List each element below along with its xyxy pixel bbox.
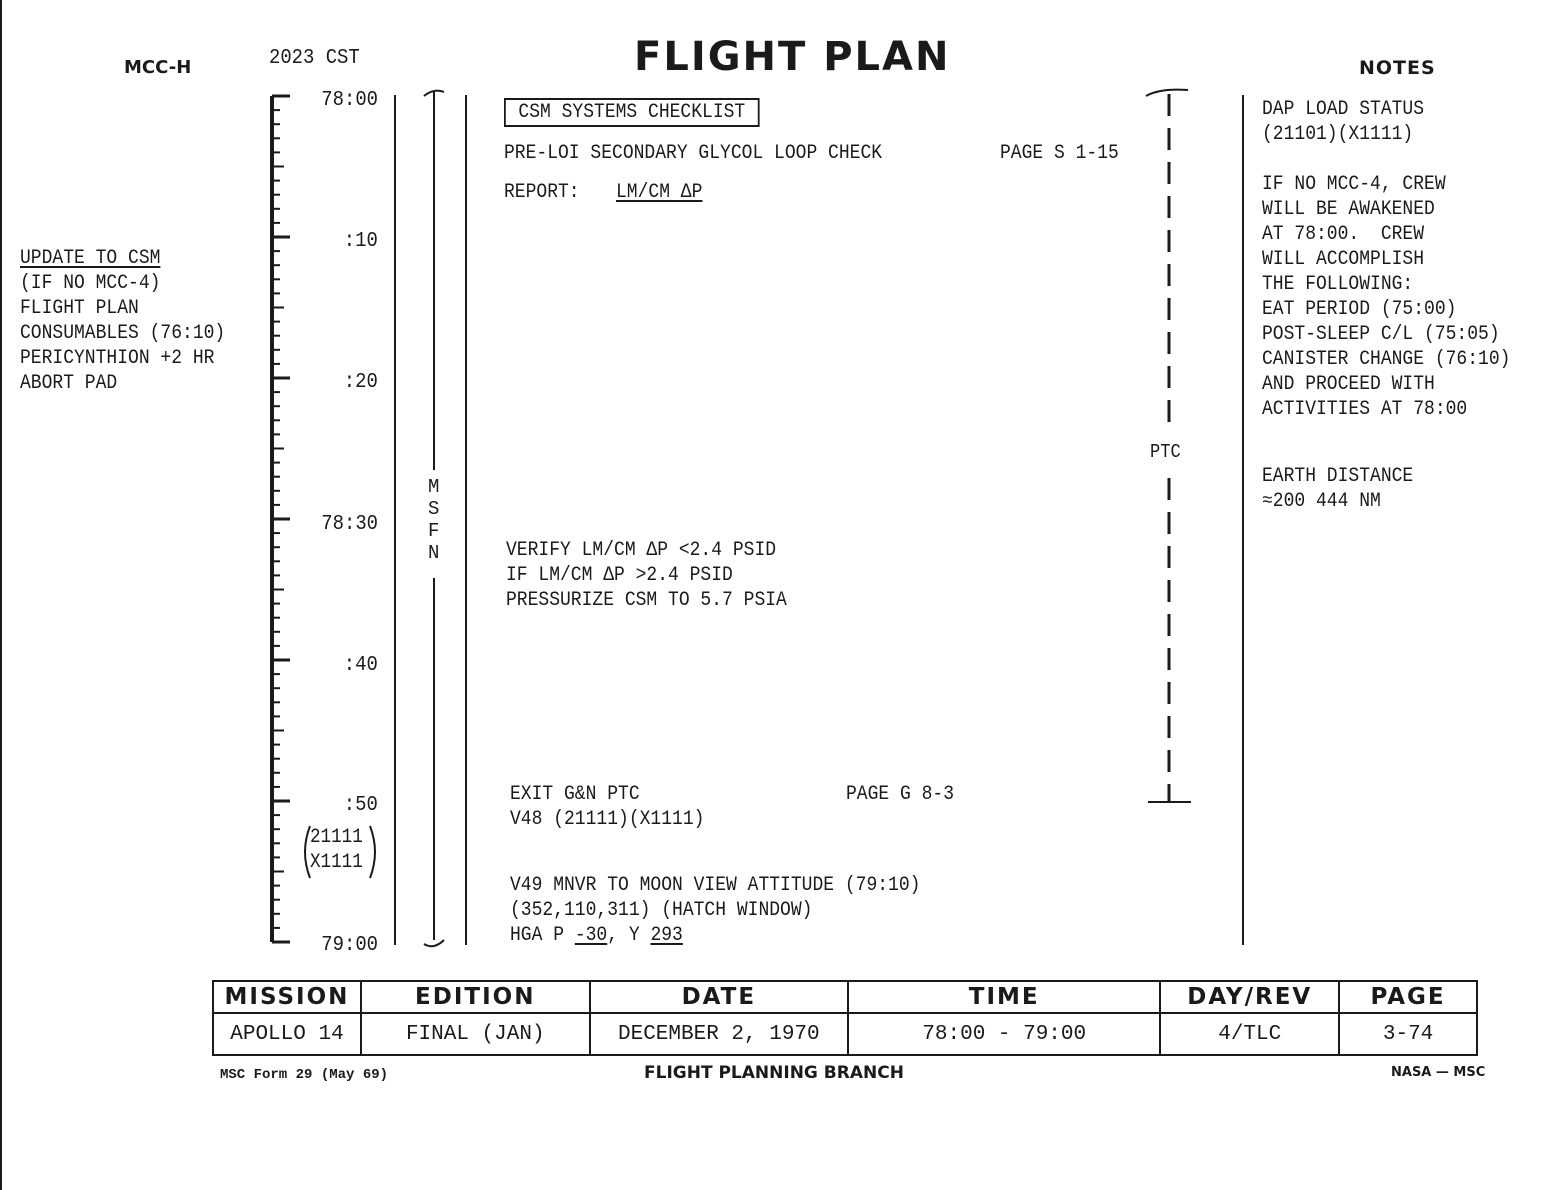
time-label-3: 78:30: [321, 513, 378, 536]
note-line: WILL ACCOMPLISH: [1262, 248, 1425, 271]
header-day-rev: DAY/REV: [1160, 981, 1339, 1013]
branch-label: FLIGHT PLANNING BRANCH: [644, 1063, 904, 1083]
attitude-line: (352,110,311) (HATCH WINDOW): [510, 899, 813, 922]
msfn-letter: M: [428, 476, 440, 498]
time-label-0: 78:00: [321, 89, 378, 112]
value-edition: FINAL (JAN): [361, 1013, 590, 1055]
header-time: TIME: [848, 981, 1160, 1013]
msfn-letter: N: [428, 542, 440, 564]
column-divider: [1242, 95, 1244, 945]
left-note-line: FLIGHT PLAN: [20, 297, 139, 320]
value-page: 3-74: [1339, 1013, 1477, 1055]
left-note-line: ABORT PAD: [20, 372, 118, 395]
notes-label: NOTES: [1359, 57, 1436, 79]
value-date: DECEMBER 2, 1970: [590, 1013, 849, 1055]
note-line: IF NO MCC-4, CREW: [1262, 173, 1446, 196]
column-divider: [465, 95, 467, 945]
msfn-letter: S: [428, 498, 440, 520]
note-line: CANISTER CHANGE (76:10): [1262, 348, 1511, 371]
hga-pitch: -30: [574, 924, 608, 947]
header-page: PAGE: [1339, 981, 1477, 1013]
time-label-2: :20: [343, 371, 378, 394]
note-line: ACTIVITIES AT 78:00: [1262, 398, 1468, 421]
hga-prefix: HGA P: [510, 924, 575, 947]
glycol-check: PRE-LOI SECONDARY GLYCOL LOOP CHECK: [504, 142, 883, 165]
value-time: 78:00 - 79:00: [848, 1013, 1160, 1055]
dap-code-bracket: [300, 824, 380, 880]
msfn-letter: F: [428, 520, 440, 542]
exit-page-ref: PAGE G 8-3: [846, 783, 955, 806]
verify-line: IF LM/CM ΔP >2.4 PSID: [506, 564, 733, 587]
glycol-page-ref: PAGE S 1-15: [1000, 142, 1119, 165]
verify-line: VERIFY LM/CM ΔP <2.4 PSID: [506, 539, 777, 562]
verify-line: PRESSURIZE CSM TO 5.7 PSIA: [506, 589, 787, 612]
v48-line: V48 (21111)(X1111): [510, 808, 705, 831]
table-value-row: [213, 1013, 1477, 1055]
time-label-5: :50: [343, 794, 378, 817]
value-day-rev: 4/TLC: [1160, 1013, 1339, 1055]
left-note-line: CONSUMABLES (76:10): [20, 322, 226, 345]
left-note-line: PERICYNTHION +2 HR: [20, 347, 215, 370]
note-line: POST-SLEEP C/L (75:05): [1262, 323, 1500, 346]
header-date: DATE: [590, 981, 849, 1013]
hga-yaw: 293: [650, 924, 683, 947]
v49-line: V49 MNVR TO MOON VIEW ATTITUDE (79:10): [510, 874, 921, 897]
ptc-label: PTC: [1150, 441, 1181, 463]
form-number: MSC Form 29 (May 69): [220, 1067, 389, 1083]
dap-code-2: X1111: [310, 851, 363, 874]
header-mission: MISSION: [213, 981, 361, 1013]
value-mission: APOLLO 14: [213, 1013, 361, 1055]
hga-line: [510, 923, 683, 948]
report-value: LM/CM ΔP: [616, 181, 703, 204]
column-divider: [394, 95, 396, 945]
time-label-1: :10: [343, 230, 378, 253]
header-edition: EDITION: [361, 981, 590, 1013]
note-line: THE FOLLOWING:: [1262, 273, 1414, 296]
page-edge: [0, 0, 2, 1190]
note-line: AT 78:00. CREW: [1262, 223, 1425, 246]
left-note-heading: UPDATE TO CSM: [20, 247, 161, 270]
note-line: ≈200 444 NM: [1262, 490, 1381, 513]
page-title: FLIGHT PLAN: [634, 34, 951, 80]
report-label: REPORT:: [504, 181, 580, 204]
checklist-box: CSM SYSTEMS CHECKLIST: [504, 98, 760, 127]
cst-time: 2023 CST: [269, 47, 360, 70]
time-scale: [262, 90, 302, 950]
hga-mid: , Y: [607, 924, 651, 947]
exit-ptc: EXIT G&N PTC: [510, 783, 640, 806]
mission-info-table: [212, 980, 1478, 1056]
time-label-6: 79:00: [321, 934, 378, 957]
dap-code-1: 21111: [310, 826, 363, 849]
note-line: WILL BE AWAKENED: [1262, 198, 1435, 221]
note-line: EARTH DISTANCE: [1262, 465, 1414, 488]
note-line: AND PROCEED WITH: [1262, 373, 1435, 396]
left-note-line: (IF NO MCC-4): [20, 272, 161, 295]
mcc-label: MCC-H: [124, 57, 192, 78]
note-line: EAT PERIOD (75:00): [1262, 298, 1457, 321]
time-label-4: :40: [343, 654, 378, 677]
note-line: DAP LOAD STATUS: [1262, 98, 1425, 121]
table-header-row: [213, 981, 1477, 1013]
agency-label: NASA — MSC: [1391, 1065, 1486, 1080]
note-line: (21101)(X1111): [1262, 123, 1414, 146]
